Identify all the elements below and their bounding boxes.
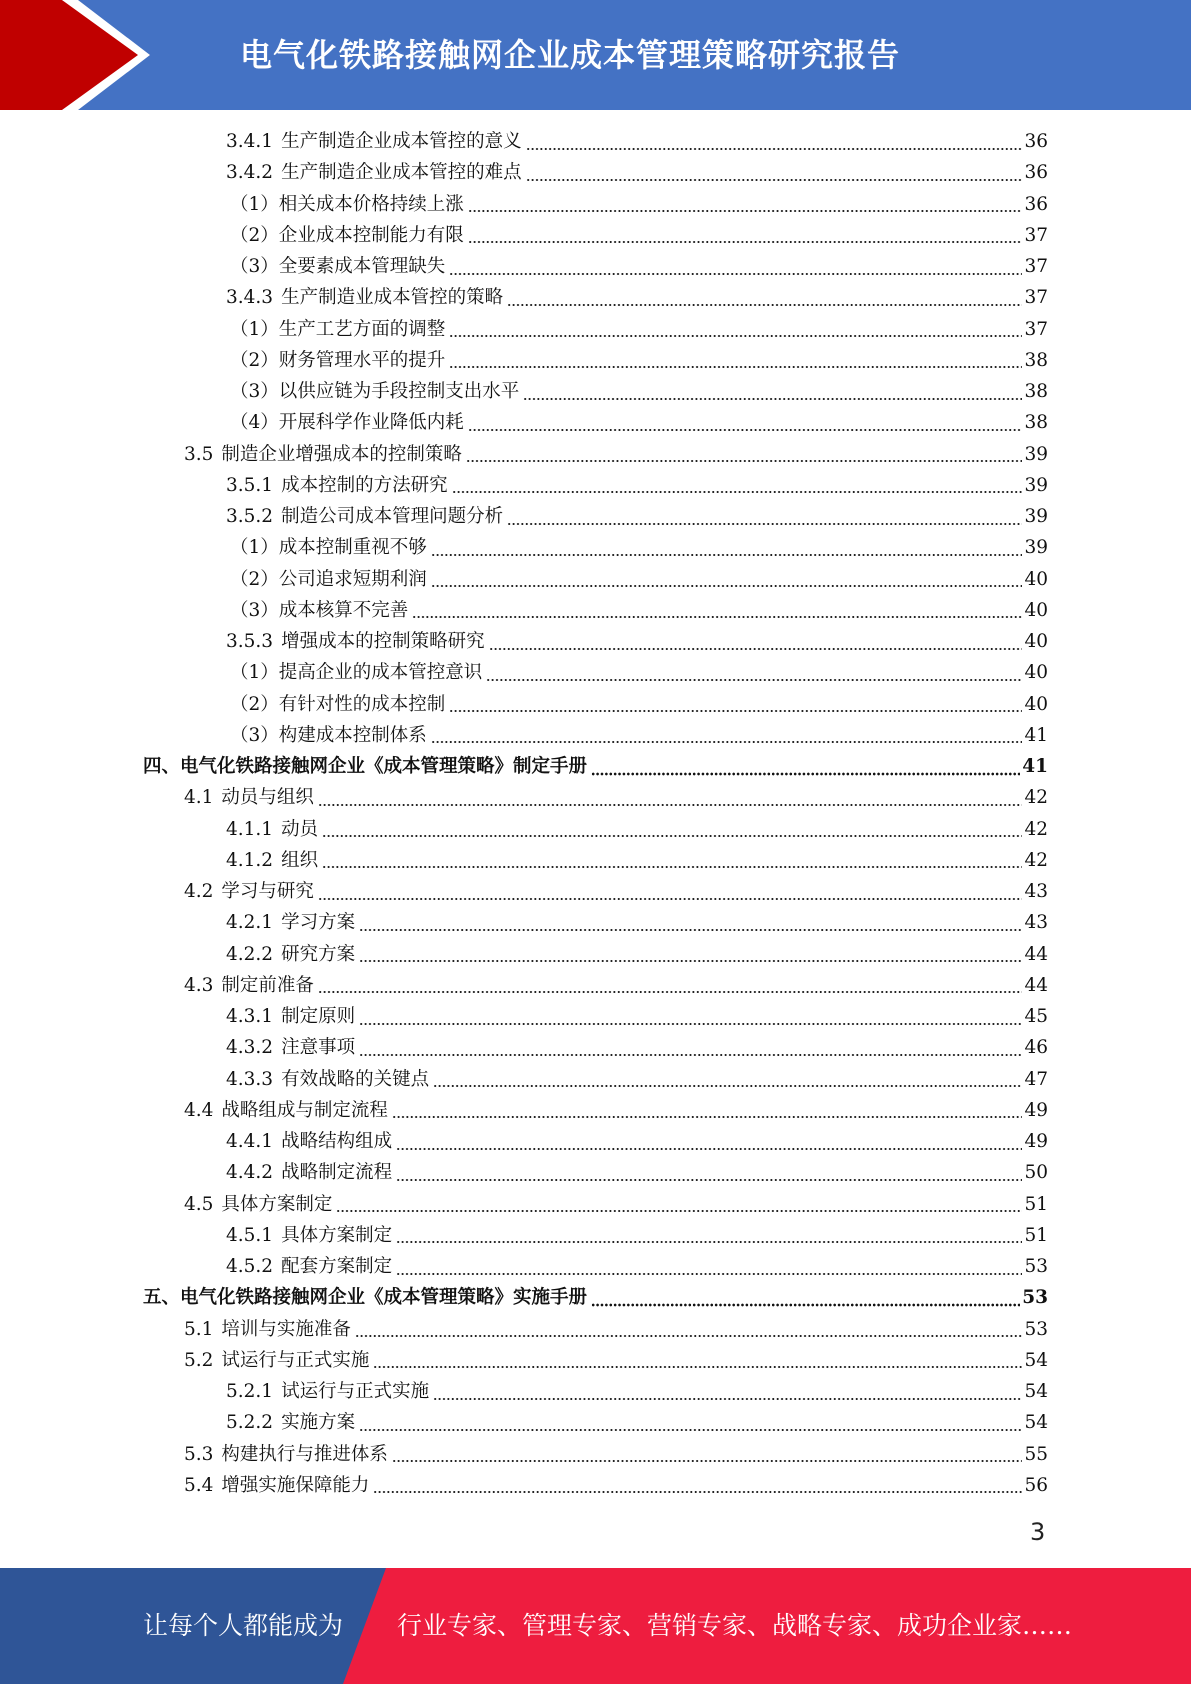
toc-entry[interactable] [230, 564, 1048, 595]
page-number: 3 [1030, 1518, 1046, 1546]
toc-dot-leader [392, 1444, 1023, 1464]
toc-dot-leader [322, 850, 1022, 870]
toc-entry-title: （1）相关成本价格持续上涨 [230, 193, 464, 215]
toc-entry[interactable] [230, 407, 1048, 438]
toc-entry-title: 五、电气化铁路接触网企业《成本管理策略》实施手册 [143, 1287, 588, 1309]
toc-dot-leader [489, 632, 1023, 652]
toc-dot-leader [449, 319, 1022, 339]
toc-entry-page: 40 [1024, 662, 1048, 684]
toc-entry-page: 36 [1024, 131, 1048, 152]
toc-dot-leader [431, 725, 1023, 745]
toc-dot-leader [318, 975, 1023, 995]
toc-entry-number: 3.4.1 [226, 131, 274, 152]
toc-dot-leader [449, 694, 1022, 714]
toc-entry-page: 54 [1024, 1349, 1048, 1371]
toc-entry-page: 42 [1024, 787, 1048, 809]
toc-entry-title: 制定前准备 [221, 974, 314, 996]
toc-entry-title: 有效战略的关键点 [281, 1068, 430, 1090]
toc-entry-page: 44 [1024, 974, 1048, 996]
toc-entry[interactable] [184, 876, 1048, 907]
toc-entry-title: 制造公司成本管理问题分析 [281, 506, 504, 527]
toc-dot-leader [433, 1069, 1022, 1089]
toc-entry-title: 研究方案 [281, 943, 356, 965]
toc-entry[interactable] [184, 1470, 1048, 1501]
toc-entry-page: 36 [1024, 162, 1048, 184]
toc-entry-number: 4.4.1 [226, 1131, 274, 1152]
toc-entry-title: 组织 [281, 849, 319, 871]
toc-entry[interactable] [226, 126, 1048, 157]
toc-dot-leader [318, 882, 1023, 902]
toc-entry-title: 动员 [281, 818, 319, 840]
toc-entry-page: 38 [1024, 412, 1048, 434]
toc-entry[interactable] [226, 1376, 1048, 1407]
toc-entry[interactable] [230, 532, 1048, 563]
toc-entry-page: 41 [1022, 756, 1048, 777]
toc-entry[interactable] [226, 907, 1048, 938]
toc-entry-title: （3）以供应链为手段控制支出水平 [230, 381, 520, 402]
toc-entry-number: 4.5 [184, 1193, 214, 1215]
toc-entry[interactable] [226, 501, 1048, 532]
toc-entry[interactable] [184, 782, 1048, 813]
toc-dot-leader [396, 1132, 1022, 1152]
toc-entry[interactable] [184, 1439, 1048, 1470]
toc-entry-title: 学习方案 [281, 912, 356, 934]
toc-entry-title: 具体方案制定 [221, 1193, 333, 1215]
toc-entry-page: 49 [1024, 1131, 1048, 1152]
toc-dot-leader [466, 444, 1023, 464]
toc-entry-page: 51 [1024, 1193, 1048, 1215]
toc-entry-page: 43 [1024, 912, 1048, 934]
toc-entry-page: 37 [1024, 256, 1048, 277]
toc-entry-number: 4.1 [184, 787, 214, 809]
toc-entry[interactable] [226, 1407, 1048, 1438]
toc-entry-title: （3）成本核算不完善 [230, 599, 409, 621]
toc-entry-page: 43 [1024, 881, 1048, 902]
toc-entry-number: 4.3 [184, 974, 214, 996]
toc-entry-page: 39 [1024, 537, 1048, 559]
toc-entry-number: 5.3 [184, 1443, 214, 1465]
toc-dot-leader [449, 350, 1022, 370]
toc-entry-number: 4.4 [184, 1099, 214, 1121]
toc-dot-leader [359, 1413, 1022, 1433]
toc-entry-title: 试运行与正式实施 [221, 1349, 370, 1371]
footer-slogan-left: 让每个人都能成为 [143, 1611, 344, 1640]
toc-entry[interactable] [230, 657, 1048, 688]
toc-entry-number: 5.2.1 [226, 1381, 274, 1402]
toc-entry-title: （3）构建成本控制体系 [230, 724, 427, 746]
toc-entry-number: 4.2.2 [226, 943, 274, 965]
toc-entry[interactable] [230, 220, 1048, 251]
toc-entry-page: 38 [1024, 349, 1048, 371]
toc-dot-leader [591, 1288, 1020, 1308]
toc-entry-title: 构建执行与推进体系 [221, 1443, 388, 1465]
toc-entry-title: 生产制造业成本管控的策略 [281, 287, 504, 309]
toc-entry-page: 37 [1024, 287, 1048, 309]
toc-entry[interactable] [226, 1064, 1048, 1095]
toc-entry-page: 40 [1024, 568, 1048, 590]
toc-entry-title: （2）财务管理水平的提升 [230, 349, 446, 371]
toc-dot-leader [507, 288, 1022, 308]
toc-entry-title: （2）有针对性的成本控制 [230, 693, 446, 715]
toc-entry[interactable] [226, 282, 1048, 313]
toc-entry-page: 56 [1024, 1474, 1048, 1496]
toc-entry-title: 增强实施保障能力 [221, 1474, 370, 1496]
toc-entry[interactable] [226, 1126, 1048, 1157]
toc-dot-leader [526, 163, 1023, 183]
toc-dot-leader [396, 1225, 1022, 1245]
toc-entry[interactable] [226, 1157, 1048, 1188]
toc-entry-title: 配套方案制定 [281, 1256, 393, 1277]
toc-dot-leader [468, 413, 1023, 433]
toc-entry-page: 36 [1024, 193, 1048, 215]
toc-dot-leader [591, 757, 1020, 777]
toc-entry-page: 41 [1024, 724, 1048, 746]
toc-entry-title: （2）公司追求短期利润 [230, 568, 427, 590]
toc-entry-page: 44 [1024, 943, 1048, 965]
toc-entry-page: 40 [1024, 599, 1048, 621]
toc-entry-page: 40 [1024, 693, 1048, 715]
toc-dot-leader [486, 663, 1022, 683]
toc-entry-page: 39 [1024, 506, 1048, 527]
toc-entry-number: 5.2.2 [226, 1412, 274, 1434]
toc-entry[interactable] [230, 720, 1048, 751]
toc-dot-leader [373, 1350, 1022, 1370]
toc-dot-leader [359, 1007, 1022, 1027]
toc-entry-page: 37 [1024, 318, 1048, 340]
toc-entry-number: 4.3.1 [226, 1006, 274, 1027]
toc-entry-number: 4.5.1 [226, 1224, 274, 1246]
toc-dot-leader [452, 475, 1023, 495]
toc-entry-number: 4.5.2 [226, 1256, 274, 1277]
toc-entry-page: 47 [1024, 1068, 1048, 1090]
toc-entry-title: 动员与组织 [221, 787, 314, 809]
toc-entry-title: 生产制造企业成本管控的难点 [281, 162, 522, 184]
toc-entry-title: 制造企业增强成本的控制策略 [221, 443, 462, 465]
toc-entry-page: 54 [1024, 1381, 1048, 1402]
toc-entry-number: 4.3.2 [226, 1037, 274, 1059]
toc-entry-title: 培训与实施准备 [221, 1318, 351, 1340]
toc-entry[interactable] [184, 1345, 1048, 1376]
toc-entry-number: 5.1 [184, 1318, 214, 1340]
toc-entry-title: （1）生产工艺方面的调整 [230, 318, 446, 340]
toc-entry[interactable] [184, 1189, 1048, 1220]
toc-entry-title: 具体方案制定 [281, 1224, 393, 1246]
toc-entry[interactable] [143, 1282, 1048, 1313]
toc-dot-leader [468, 225, 1023, 245]
toc-entry-number: 4.2 [184, 881, 214, 902]
toc-entry[interactable] [184, 439, 1048, 470]
toc-entry[interactable] [143, 751, 1048, 782]
toc-entry-number: 3.4.2 [226, 162, 274, 184]
toc-entry-page: 49 [1024, 1099, 1048, 1121]
toc-entry-title: 制定原则 [281, 1006, 356, 1027]
toc-entry-page: 42 [1024, 849, 1048, 871]
toc-entry-number: 3.5.1 [226, 474, 274, 496]
report-title: 电气化铁路接触网企业成本管理策略研究报告 [240, 36, 901, 74]
toc-entry[interactable] [230, 595, 1048, 626]
toc-entry-title: 实施方案 [281, 1412, 356, 1434]
toc-dot-leader [322, 819, 1022, 839]
toc-dot-leader [431, 569, 1023, 589]
toc-entry-page: 53 [1022, 1287, 1048, 1309]
toc-entry-number: 3.5.2 [226, 506, 274, 527]
toc-dot-leader [318, 788, 1023, 808]
toc-entry[interactable] [184, 970, 1048, 1001]
toc-entry-page: 37 [1024, 224, 1048, 246]
toc-entry[interactable] [230, 689, 1048, 720]
toc-dot-leader [355, 1319, 1023, 1339]
toc-entry-title: 增强成本的控制策略研究 [281, 631, 485, 652]
toc-dot-leader [336, 1194, 1022, 1214]
toc-dot-leader [373, 1475, 1022, 1495]
toc-entry[interactable] [226, 1032, 1048, 1063]
toc-entry-page: 39 [1024, 474, 1048, 496]
toc-dot-leader [359, 944, 1022, 964]
toc-entry-number: 5.4 [184, 1474, 214, 1496]
toc-entry-title: 四、电气化铁路接触网企业《成本管理策略》制定手册 [143, 756, 588, 777]
toc-entry[interactable] [226, 157, 1048, 188]
toc-entry-number: 3.5.3 [226, 631, 274, 652]
toc-entry-title: （1）提高企业的成本管控意识 [230, 662, 483, 684]
toc-entry-page: 45 [1024, 1006, 1048, 1027]
toc-entry-page: 39 [1024, 443, 1048, 465]
toc-dot-leader [449, 257, 1022, 277]
toc-entry-title: （1）成本控制重视不够 [230, 537, 427, 559]
toc-dot-leader [359, 913, 1022, 933]
toc-dot-leader [507, 507, 1022, 527]
toc-entry[interactable] [226, 845, 1048, 876]
toc-entry[interactable] [184, 1095, 1048, 1126]
toc-entry[interactable] [230, 345, 1048, 376]
toc-entry-page: 50 [1024, 1162, 1048, 1184]
toc-entry-number: 4.3.3 [226, 1068, 274, 1090]
toc-entry-title: 生产制造企业成本管控的意义 [281, 131, 522, 152]
toc-entry[interactable] [230, 376, 1048, 407]
toc-entry-page: 46 [1024, 1037, 1048, 1059]
toc-entry[interactable] [230, 314, 1048, 345]
page-header [0, 0, 1191, 110]
toc-dot-leader [359, 1038, 1022, 1058]
toc-entry[interactable] [226, 470, 1048, 501]
toc-entry-title: 战略组成与制定流程 [221, 1099, 388, 1121]
toc-entry-number: 4.2.1 [226, 912, 274, 934]
page-footer [0, 1568, 1191, 1684]
toc-entry-page: 40 [1024, 631, 1048, 652]
toc-dot-leader [523, 382, 1022, 402]
toc-entry-title: 成本控制的方法研究 [281, 474, 448, 496]
toc-entry-title: 战略制定流程 [281, 1162, 393, 1184]
toc-entry-page: 53 [1024, 1256, 1048, 1277]
toc-entry-page: 42 [1024, 818, 1048, 840]
toc-dot-leader [433, 1382, 1022, 1402]
toc-dot-leader [468, 194, 1023, 214]
toc-entry-page: 54 [1024, 1412, 1048, 1434]
toc-entry-page: 38 [1024, 381, 1048, 402]
toc-entry-title: （2）企业成本控制能力有限 [230, 224, 464, 246]
toc-entry[interactable] [226, 1001, 1048, 1032]
toc-entry[interactable] [226, 626, 1048, 657]
toc-entry-number: 4.1.1 [226, 818, 274, 840]
toc-entry[interactable] [230, 251, 1048, 282]
toc-entry-page: 51 [1024, 1224, 1048, 1246]
toc-entry[interactable] [226, 1251, 1048, 1282]
toc-entry-title: 学习与研究 [221, 881, 314, 902]
toc-dot-leader [392, 1100, 1023, 1120]
footer-slogan-right: 行业专家、管理专家、营销专家、战略专家、成功企业家…… [397, 1611, 1073, 1640]
toc-dot-leader [526, 132, 1023, 152]
toc-entry-page: 55 [1024, 1443, 1048, 1465]
toc-entry-number: 4.4.2 [226, 1162, 274, 1184]
toc-entry[interactable] [230, 189, 1048, 220]
toc-dot-leader [396, 1257, 1022, 1277]
toc-dot-leader [412, 600, 1022, 620]
toc-entry-title: 注意事项 [281, 1037, 356, 1059]
toc-entry-title: （4）开展科学作业降低内耗 [230, 412, 464, 434]
toc-dot-leader [431, 538, 1023, 558]
toc-dot-leader [396, 1163, 1022, 1183]
toc-entry[interactable] [226, 1220, 1048, 1251]
toc-entry-number: 3.4.3 [226, 287, 274, 309]
toc-entry[interactable] [184, 1314, 1048, 1345]
toc-entry[interactable] [226, 939, 1048, 970]
toc-entry-page: 53 [1024, 1318, 1048, 1340]
toc-entry-title: （3）全要素成本管理缺失 [230, 256, 446, 277]
toc-entry-number: 4.1.2 [226, 849, 274, 871]
toc-entry-title: 战略结构组成 [281, 1131, 393, 1152]
toc-entry[interactable] [226, 814, 1048, 845]
toc-entry-number: 5.2 [184, 1349, 214, 1371]
toc-entry-number: 3.5 [184, 443, 214, 465]
toc-entry-title: 试运行与正式实施 [281, 1381, 430, 1402]
